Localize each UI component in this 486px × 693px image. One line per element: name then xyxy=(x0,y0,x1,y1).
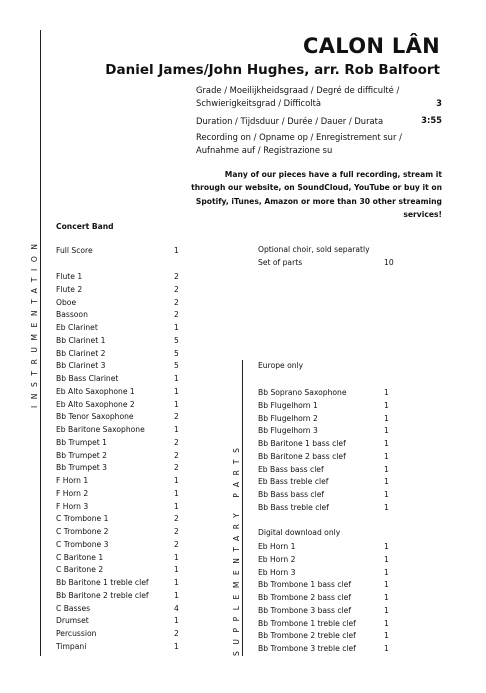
part-name: F Horn 2 xyxy=(56,488,89,498)
part-qty: 1 xyxy=(174,476,179,485)
digital-download-label: Digital download only xyxy=(258,528,341,537)
part-qty: 5 xyxy=(174,361,179,371)
part-row xyxy=(258,618,438,630)
part-row xyxy=(56,552,236,564)
part-qty: 1 xyxy=(384,413,389,423)
part-row xyxy=(258,592,438,604)
part-qty: 1 xyxy=(384,490,389,499)
part-qty: 1 xyxy=(384,542,389,551)
part-name: Bb Trombone 1 treble clef xyxy=(258,618,356,628)
piece-title: CALON LÂN xyxy=(303,34,440,58)
part-name: Bb Trombone 2 treble clef xyxy=(258,631,356,641)
part-row xyxy=(258,464,438,476)
part-row xyxy=(56,348,236,360)
grade-label-line2: Schwierigkeitsgrad / Difficoltà xyxy=(196,98,322,108)
part-qty: 2 xyxy=(174,284,179,294)
instrumentation-side-label: INSTRUMENTATION xyxy=(30,237,39,408)
part-row xyxy=(258,451,438,463)
part-row xyxy=(56,628,236,640)
part-row xyxy=(258,567,438,579)
part-qty: 1 xyxy=(384,477,389,487)
part-name: C Baritone 2 xyxy=(56,565,104,575)
part-name: Bb Bass treble clef xyxy=(258,502,329,512)
part-qty: 1 xyxy=(384,567,389,577)
part-qty: 5 xyxy=(174,335,179,345)
part-name: C Trombone 3 xyxy=(56,539,109,549)
part-row xyxy=(258,643,438,655)
part-row xyxy=(258,554,438,566)
left-rule xyxy=(40,30,41,656)
part-row xyxy=(258,387,438,399)
grade-value: 3 xyxy=(436,98,442,108)
part-row xyxy=(258,489,438,501)
part-row xyxy=(56,373,236,385)
part-qty: 2 xyxy=(174,450,179,460)
part-name: Bb Trombone 3 treble clef xyxy=(258,644,356,653)
part-name: Bb Bass bass clef xyxy=(258,490,325,499)
part-row xyxy=(56,577,236,589)
part-row xyxy=(56,526,236,538)
part-row xyxy=(56,386,236,398)
part-row xyxy=(56,564,236,576)
part-row xyxy=(56,284,236,296)
part-name: Eb Baritone Saxophone xyxy=(56,425,145,434)
part-row xyxy=(56,297,236,309)
part-row xyxy=(56,615,236,627)
part-qty: 1 xyxy=(174,374,179,383)
part-qty: 1 xyxy=(174,552,179,562)
duration-label: Duration / Tijdsduur / Durée / Dauer / Durata xyxy=(196,116,384,126)
part-name: Bb Tenor Saxophone xyxy=(56,412,134,422)
part-name: Bb Baritone 2 bass clef xyxy=(258,451,346,461)
streaming-promo-text: Many of our pieces have a full recording, stream it through our website, on SoundCloud, YouTube or buy it on Spotify, iTunes, Amazon or more than 30 other streaming services! xyxy=(191,170,442,220)
part-name: C Trombone 2 xyxy=(56,527,109,536)
part-row xyxy=(56,603,236,615)
part-qty: 1 xyxy=(174,323,179,332)
optional-choir-note: Optional choir, sold separatly xyxy=(258,245,370,254)
part-name: Oboe xyxy=(56,297,77,307)
part-row xyxy=(258,476,438,488)
part-name: Bb Flugelhorn 1 xyxy=(258,400,318,410)
part-row xyxy=(56,488,236,500)
part-row xyxy=(56,641,236,653)
part-name: Eb Bass bass clef xyxy=(258,464,324,474)
part-row xyxy=(56,309,236,321)
part-name: C Basses xyxy=(56,603,91,613)
part-qty: 2 xyxy=(174,629,179,638)
part-row xyxy=(56,360,236,372)
part-qty: 1 xyxy=(384,644,389,653)
part-qty: 1 xyxy=(384,554,389,564)
part-name: Bb Bass Clarinet xyxy=(56,374,119,383)
part-row xyxy=(56,424,236,436)
grade-label-line1: Grade / Moeilijkheidsgraad / Degré de difficulté / xyxy=(196,85,400,95)
part-name: Flute 2 xyxy=(56,284,83,294)
part-qty: 1 xyxy=(174,616,179,626)
part-name: Bb Clarinet 3 xyxy=(56,361,106,371)
part-name: C Baritone 1 xyxy=(56,552,104,562)
part-qty: 4 xyxy=(174,603,179,613)
full-score-row xyxy=(56,245,236,257)
part-row xyxy=(56,590,236,602)
part-name: Full Score xyxy=(56,246,93,255)
part-qty: 1 xyxy=(174,590,179,600)
part-qty: 1 xyxy=(384,618,389,628)
part-name: Bb Soprano Saxophone xyxy=(258,388,347,397)
part-qty: 1 xyxy=(174,578,179,587)
part-qty: 1 xyxy=(384,426,389,436)
part-row xyxy=(56,475,236,487)
part-qty: 1 xyxy=(384,464,389,474)
part-name: Eb Alto Saxophone 2 xyxy=(56,399,135,409)
part-name: Bb Flugelhorn 3 xyxy=(258,426,318,436)
part-qty: 2 xyxy=(174,412,179,422)
part-qty: 1 xyxy=(384,439,389,448)
part-row xyxy=(56,322,236,334)
part-row xyxy=(258,579,438,591)
part-row xyxy=(56,450,236,462)
part-name: Bb Trombone 1 bass clef xyxy=(258,580,352,590)
part-qty: 2 xyxy=(174,310,179,320)
part-qty: 2 xyxy=(174,463,179,473)
recording-label-line2: Aufnahme auf / Registrazione su xyxy=(196,145,333,155)
part-row xyxy=(258,425,438,437)
part-qty: 1 xyxy=(384,502,389,512)
part-row xyxy=(258,630,438,642)
part-name: Bb Trombone 2 bass clef xyxy=(258,593,352,602)
part-qty: 1 xyxy=(174,501,179,511)
part-name: Bb Baritone 1 bass clef xyxy=(258,439,346,448)
part-qty: 2 xyxy=(174,514,179,524)
part-row xyxy=(56,335,236,347)
part-row xyxy=(56,399,236,411)
part-row xyxy=(56,539,236,551)
part-name: C Trombone 1 xyxy=(56,514,109,524)
part-qty: 1 xyxy=(384,631,389,641)
part-qty: 1 xyxy=(174,565,179,575)
set-of-parts-qty: 10 xyxy=(384,258,394,267)
part-name: Bb Baritone 1 treble clef xyxy=(56,578,149,587)
part-row xyxy=(258,413,438,425)
part-name: Eb Bass treble clef xyxy=(258,477,329,487)
part-name: Eb Clarinet xyxy=(56,323,98,332)
part-qty: 2 xyxy=(174,272,179,281)
part-qty: 1 xyxy=(384,400,389,410)
part-name: Eb Horn 2 xyxy=(258,554,296,564)
part-qty: 1 xyxy=(174,386,179,396)
part-qty: 5 xyxy=(174,348,179,358)
part-qty: 1 xyxy=(174,641,179,651)
part-name: Bb Trombone 3 bass clef xyxy=(258,605,352,615)
part-qty: 2 xyxy=(174,297,179,307)
part-name: Bb Trumpet 3 xyxy=(56,463,108,473)
part-qty: 1 xyxy=(384,605,389,615)
part-qty: 2 xyxy=(174,437,179,447)
set-of-parts-label: Set of parts xyxy=(258,258,303,267)
part-name: Percussion xyxy=(56,629,97,638)
part-row xyxy=(258,541,438,553)
part-row xyxy=(258,605,438,617)
part-name: Bb Baritone 2 treble clef xyxy=(56,590,149,600)
part-qty: 1 xyxy=(174,246,179,255)
part-qty: 1 xyxy=(174,399,179,409)
part-qty: 1 xyxy=(384,593,389,602)
part-name: Drumset xyxy=(56,616,89,626)
part-qty: 2 xyxy=(174,527,179,536)
part-name: Eb Horn 3 xyxy=(258,567,296,577)
duration-value: 3:55 xyxy=(421,115,442,125)
part-qty: 1 xyxy=(174,488,179,498)
part-name: Eb Horn 1 xyxy=(258,542,296,551)
supplementary-side-label: SUPPLEMENTARY PARTS xyxy=(232,441,241,656)
part-row xyxy=(56,462,236,474)
part-row xyxy=(56,437,236,449)
part-qty: 1 xyxy=(174,425,179,434)
part-qty: 2 xyxy=(174,539,179,549)
part-row xyxy=(258,438,438,450)
composer-arranger: Daniel James/John Hughes, arr. Rob Balfoort xyxy=(105,62,440,78)
part-row xyxy=(56,271,236,283)
part-row xyxy=(56,513,236,525)
part-qty: 1 xyxy=(384,580,389,590)
part-name: Bb Clarinet 2 xyxy=(56,348,106,358)
part-name: Bassoon xyxy=(56,310,88,320)
europe-only-label: Europe only xyxy=(258,361,304,370)
recording-label-line1: Recording on / Opname op / Enregistrement sur / xyxy=(196,132,402,142)
part-name: Bb Flugelhorn 2 xyxy=(258,413,318,423)
part-name: Timpani xyxy=(56,641,87,651)
part-qty: 1 xyxy=(384,388,389,397)
part-name: F Horn 1 xyxy=(56,476,89,485)
part-row xyxy=(258,502,438,514)
part-name: Flute 1 xyxy=(56,272,83,281)
section-title-concert-band: Concert Band xyxy=(56,222,114,231)
part-row xyxy=(56,411,236,423)
part-row xyxy=(258,400,438,412)
part-name: Eb Alto Saxophone 1 xyxy=(56,386,135,396)
part-name: F Horn 3 xyxy=(56,501,89,511)
part-qty: 1 xyxy=(384,451,389,461)
part-name: Bb Trumpet 2 xyxy=(56,450,108,460)
supplementary-rule xyxy=(242,360,243,656)
part-name: Bb Trumpet 1 xyxy=(56,437,108,447)
part-name: Bb Clarinet 1 xyxy=(56,335,106,345)
part-row xyxy=(56,501,236,513)
